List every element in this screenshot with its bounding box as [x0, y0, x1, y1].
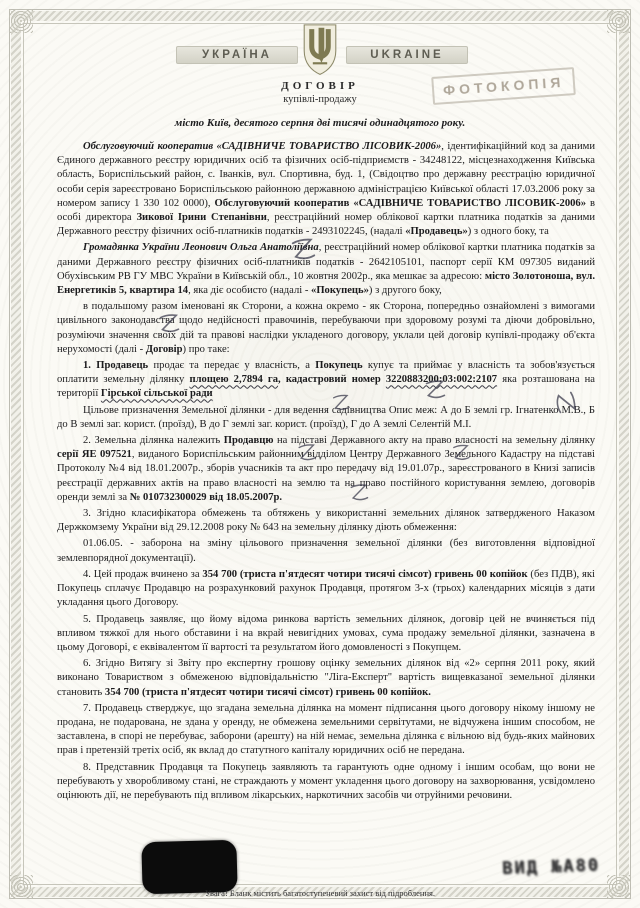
text-segment: 1. Продавець [83, 360, 149, 372]
country-label-english: UKRAINE [346, 46, 468, 64]
contract-paragraph [57, 404, 595, 432]
text-segment: ) про таке: [182, 343, 230, 355]
text-segment: місто Золотоноша, вул. Енергетиків 5, квартира 14 [57, 270, 595, 297]
text-segment: 3. Згідно класифікатора обмежень та обтяжень у використанні земельних ділянок затвердженого Наказом Держкомзему України від 29.12.2008 року № 643 на земельну ділянку діють обмеження: [57, 508, 595, 534]
text-segment: Цільове призначення Земельної ділянки - для ведення садівництва Опис меж: А до Б землі гр. Ігнатенко М.В., Б до В землі заг. корист. (проїзд), В до Г землі заг. корист. (проїзд), Г до А землі Селентій М.І. [57, 404, 595, 430]
text-segment: , реєстраційний номер облікової картки платника податків за даними Державного реєстру фізичних осіб-платників податків - 2642105101, паспорт серії КМ 097305 виданий Обухівським РВ ГУ МВС України в Київській обл., 10 жовтня 2002р., яка мешкає за адресою: [57, 242, 595, 282]
text-segment: «САДІВНИЧЕ ТОВАРИСТВО ЛІСОВИК-2006» [216, 141, 442, 152]
text-segment: , кадастровий номер [278, 374, 386, 386]
text-segment: , виданого Бориспільським районним відділом Центру Державного Земельного Кадастру на підставі Протоколу №4 від 18.01.2007р., зборів учасників та акт про передачу від 19.01.07р., зареєстрованого в Книзі записів реєстрації державних актів на право власності на землю та на право постійного користування землею, договорів оренди землі за [57, 449, 595, 503]
handwritten-z-mark [451, 444, 471, 462]
text-segment: серії ЯЕ 097521 [57, 449, 132, 461]
text-segment: 7. Продавець стверджує, що згадана земельна ділянка на момент підписання цього договору нікому іншому не продана, не подарована, не здана у оренду, не обмежена земельними сервітутами, не відчужена іншим способом, не заставлена, в спорі не перебуває, заборони (арешту) на ній немає, земельна ділянка є вільною від будь-яких майнових прав і претензій третіх осіб, як вклад до статутного капіталу юридичних осіб не передана. [57, 702, 595, 757]
text-segment: (без ПДВ), які Покупець сплачує Продавцю на розрахунковий рахунок Продавця, протягом 3-х (трьох) календарних місяців з дати укладання цього Договору. [57, 568, 595, 609]
contract-paragraph [57, 613, 595, 656]
contract-paragraph [57, 359, 595, 402]
handwritten-z-mark [348, 483, 369, 503]
text-segment: в подальшому разом іменовані як Сторони, а кожна окремо - як Сторона, попередньо ознайомлені з вимогами цивільного законодавства щодо недійсності правочинів, перебуваючи при здоровому розумі та діючи добровільно, розуміючи значення своїх дій та правові наслідки укладеного договору, уклали цей договір купівлі-продажу об'єкта нерухомості (далі - [57, 301, 595, 355]
text-segment: продає та передає у власність, а [148, 360, 316, 372]
inked-number-stamp: ВИД №А80 [501, 855, 601, 879]
ukraine-trident-coat-of-arms-icon [294, 22, 346, 78]
country-label-ukrainian: УКРАЇНА [176, 46, 298, 64]
handwritten-z-mark [331, 394, 351, 413]
text-segment: Обслуговуючий кооператив [83, 141, 217, 152]
text-segment: на підставі Державного акту на право власності на земельну ділянку [273, 435, 595, 447]
text-segment: «Продавець» [405, 226, 468, 238]
text-segment: 5. Продавець заявляє, що йому відома ринкова вартість земельних ділянок, договір цей не вчиняється під впливом тяжкої для нього обставини і на вкрай невигідних умовах, сума продажу земельної ділянки, зазначена в цьому Договорі, є еквівалентом її вартості та результатом його домовленості з Покупцем. [57, 613, 595, 653]
text-segment: купує та приймає у власність та зобов'язується оплатити земельну ділянку [57, 360, 595, 386]
contract-paragraph [57, 568, 595, 611]
contract-paragraph [57, 241, 595, 298]
text-segment: Продавцю [223, 435, 274, 447]
contract-paragraph [57, 702, 595, 759]
document-title: ДОГОВІР [281, 80, 359, 92]
text-segment: Покупець [315, 360, 363, 372]
text-segment: 6. Згідно Витягу зі Звіту про експертну грошову оцінку земельних ділянок від «2» серпня 2011 року, який виконано Товариством з обмеженою відповідальністю "Ліга-Експерт" вартість вищевказаної земельної ділянки становить [57, 658, 595, 698]
text-segment: 01.06.05. - заборона на зміну цільового призначення земельної ділянки (без виготовлення відповідної землевпорядної документації). [57, 538, 595, 564]
handwritten-z-mark [553, 389, 578, 415]
contract-paragraph [57, 761, 595, 804]
contract-paragraph [57, 537, 595, 565]
redaction-blob [141, 840, 237, 894]
text-segment: 354 700 (триста п'ятдесят чотири тисячі сімсот) гривень 00 копійок. [104, 686, 431, 698]
handwritten-z-mark [289, 237, 317, 263]
text-segment: Зикової Ірини Степанівни [136, 212, 267, 224]
text-segment: ) з другого боку, [368, 285, 442, 297]
text-segment: в особі директора [57, 197, 595, 224]
frame-corner-ornament [9, 9, 33, 33]
contract-paragraph [57, 140, 595, 239]
contract-paragraph [57, 657, 595, 700]
text-segment: Громадянка України Леонович Ольга Анатоліївна [83, 242, 319, 254]
text-segment: яка розташована на території [57, 374, 596, 400]
place-and-date-line: місто Київ, десятого серпня дві тисячі одинадцятого року. [174, 117, 466, 129]
text-segment: 354 700 (триста п'ятдесят чотири тисячі сімсот) гривень 00 копійок [202, 568, 528, 580]
text-segment: Обслуговуючий кооператив «САДІВНИЧЕ ТОВАРИСТВО ЛІСОВИК-2006» [214, 197, 587, 209]
frame-corner-ornament [607, 9, 631, 33]
text-segment: 8. Представник Продавця та Покупець заявляють та гарантують одне одному і іншим особам, що вони не перебувають у хворобливому стані, не страждають у момент укладення цього договору на захворювання, усвідомлено оцінюють дії, не перебувають під впливом лікарських, наркотичних засобів чи отруйними речовини. [57, 761, 595, 801]
text-segment: 4. Цей продаж вчинено за [83, 568, 203, 580]
text-segment: ) з одного боку, та [467, 226, 549, 238]
text-segment: , реєстраційний номер облікової картки платника податків за даними Державного реєстру фізичних осіб-платників податків - 2493102245, (надалі [57, 212, 596, 238]
text-segment: 3220883200:03:002:2107 [385, 374, 498, 386]
contract-paragraph [57, 300, 595, 357]
blank-security-notice: Увага! Бланк містить багатоступеневий захист від підроблення. [204, 888, 436, 898]
handwritten-z-mark [296, 443, 318, 463]
handwritten-z-mark [157, 313, 181, 335]
contract-body [57, 140, 595, 805]
text-segment: № 010732300029 від 18.05.2007р. [129, 491, 283, 503]
text-segment: «Покупець» [311, 285, 369, 297]
contract-paragraph [57, 434, 595, 505]
text-segment: площею 2,7894 га [189, 374, 279, 386]
contract-paragraph [57, 507, 595, 535]
document-subtitle: купівлі-продажу [283, 94, 357, 105]
text-segment: Гірської сільської ради [100, 388, 213, 400]
text-segment: Договір [145, 343, 183, 355]
text-segment: , ідентифікаційний код за даними Єдиного державного реєстру юридичних осіб та фізичних осіб-підприємств - 34248122, місцезнаходження Київська область, Бориспільський район, с. Іванків, вул. Спортивна, буд. 1, (Свідоцтво про державну реєстрацію юридичної особи серія зареєстровано Бориспільською районною державною адміністрацією Київської області 17.03.2006 року за номером запису 1 330 102 0000), [57, 141, 595, 209]
text-segment: 2. Земельна ділянка належить [83, 435, 224, 447]
text-segment: , яка діє особисто (надалі - [188, 285, 312, 297]
handwritten-z-mark [423, 379, 446, 400]
photocopy-stamp: ФОТОКОПІЯ [431, 67, 576, 105]
